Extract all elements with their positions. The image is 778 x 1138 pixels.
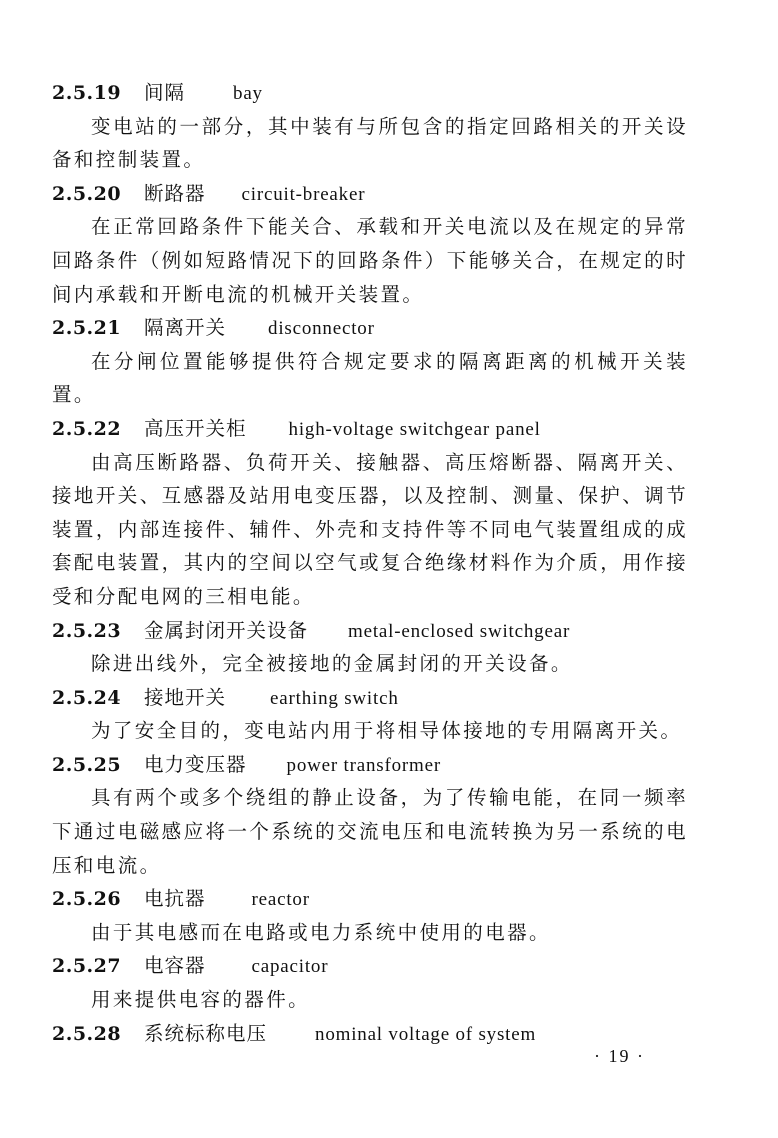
term-definition: 用来提供电容的器件。 (91, 988, 311, 1012)
term-number: 2.5.21 (52, 317, 122, 340)
term-english-name: circuit-breaker (241, 183, 366, 205)
term-chinese-name: 系统标称电压 (144, 1021, 268, 1045)
term-heading (52, 412, 688, 446)
term-heading (52, 882, 688, 916)
term-english-name: power transformer (286, 754, 441, 776)
term-definition: 为了安全目的，变电站内用于将相导体接地的专用隔离开关。 (91, 719, 683, 743)
term-chinese-name: 电容器 (144, 954, 206, 978)
term-definition: 在分闸位置能够提供符合规定要求的隔离距离的机械开关装置。 (52, 349, 688, 407)
term-heading (52, 76, 688, 110)
term-2-5-25 (52, 748, 688, 882)
term-english-name: disconnector (268, 318, 375, 340)
term-english-name: earthing switch (270, 687, 399, 709)
term-heading (52, 177, 688, 211)
term-chinese-name: 断路器 (144, 181, 206, 205)
term-2-5-19 (52, 76, 688, 177)
term-number: 2.5.19 (52, 82, 122, 104)
term-definition: 具有两个或多个绕组的静止设备，为了传输电能，在同一频率下通过电磁感应将一个系统的交流电压和电流转换为另一系统的电压和电流。 (52, 786, 688, 877)
term-english-name: capacitor (251, 956, 329, 978)
term-english-name: bay (233, 83, 263, 104)
term-2-5-20 (52, 177, 688, 311)
term-chinese-name: 金属封闭开关设备 (144, 618, 309, 642)
term-chinese-name: 间隔 (144, 81, 186, 104)
term-heading (52, 681, 688, 715)
term-heading (52, 1017, 688, 1051)
term-chinese-name: 接地开关 (144, 685, 227, 709)
term-heading (52, 614, 688, 648)
term-number: 2.5.22 (52, 417, 122, 440)
term-heading (52, 949, 688, 983)
term-2-5-27 (52, 949, 688, 1016)
term-2-5-21 (52, 311, 688, 412)
term-chinese-name: 隔离开关 (144, 316, 227, 340)
term-chinese-name: 高压开关柜 (144, 416, 247, 440)
term-heading (52, 748, 688, 782)
term-heading (52, 311, 688, 345)
term-number: 2.5.25 (52, 753, 122, 776)
term-chinese-name: 电力变压器 (144, 752, 247, 776)
term-2-5-26 (52, 882, 688, 949)
term-english-name: nominal voltage of system (315, 1023, 537, 1045)
term-2-5-28 (52, 1017, 688, 1051)
page-number: · 19 · (594, 1046, 645, 1066)
term-2-5-23 (52, 614, 688, 681)
term-2-5-22 (52, 412, 688, 614)
term-number: 2.5.28 (52, 1022, 122, 1045)
term-english-name: reactor (251, 889, 310, 911)
term-definition: 由高压断路器、负荷开关、接触器、高压熔断器、隔离开关、接地开关、互感器及站用电变压器，以及控制、测量、保护、调节装置，内部连接件、辅件、外壳和支持件等不同电气装置组成的成套配电装置，其内的空间以空气或复合绝缘材料作为介质，用作接受和分配电网的三相电能。 (52, 450, 688, 608)
term-definition: 由于其电感而在电路或电力系统中使用的电器。 (91, 920, 551, 944)
term-definition: 在正常回路条件下能关合、承载和开关电流以及在规定的异常回路条件（例如短路情况下的回路条件）下能够关合，在规定的时间内承载和开断电流的机械开关装置。 (52, 215, 688, 306)
term-definition: 变电站的一部分，其中装有与所包含的指定回路相关的开关设备和控制装置。 (52, 114, 688, 172)
term-number: 2.5.27 (52, 955, 122, 978)
term-number: 2.5.24 (52, 686, 122, 709)
term-number: 2.5.26 (52, 888, 122, 911)
term-chinese-name: 电抗器 (144, 887, 206, 911)
term-definition: 除进出线外，完全被接地的金属封闭的开关设备。 (91, 652, 573, 676)
term-number: 2.5.20 (52, 182, 122, 205)
term-english-name: metal-enclosed switchgear (348, 620, 571, 642)
term-english-name: high-voltage switchgear panel (288, 418, 541, 440)
term-number: 2.5.23 (52, 619, 122, 642)
term-2-5-24 (52, 681, 688, 748)
document-page (52, 76, 688, 1050)
